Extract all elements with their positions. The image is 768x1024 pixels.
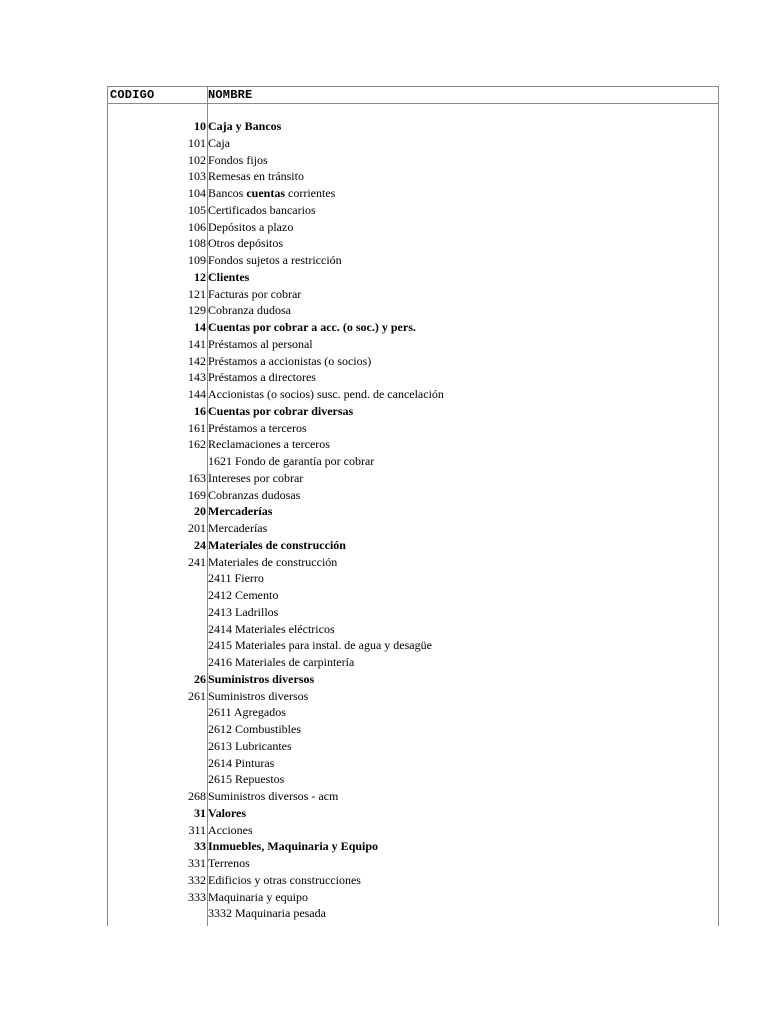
- account-name: Inmuebles, Maquinaria y Equipo: [208, 839, 379, 854]
- table-row: [108, 487, 718, 504]
- account-group-row: [108, 269, 718, 286]
- account-name: Remesas en tránsito: [208, 169, 304, 184]
- account-name: Reclamaciones a terceros: [208, 437, 330, 452]
- table-row: [108, 771, 718, 788]
- account-name: Certificados bancarios: [208, 202, 316, 217]
- account-name: Mercaderías: [208, 504, 273, 519]
- table-row: [108, 202, 718, 219]
- account-code: 141: [188, 336, 206, 351]
- account-name: Préstamos a terceros: [208, 420, 307, 435]
- account-name: Fondos fijos: [208, 152, 268, 167]
- table-row: [108, 704, 718, 721]
- account-code: 104: [188, 186, 206, 200]
- account-name: Facturas por cobrar: [208, 286, 302, 301]
- account-name: Préstamos a accionistas (o socios): [208, 353, 372, 368]
- table-row: [108, 470, 718, 487]
- table-row: [108, 168, 718, 185]
- account-name-emphasis: cuentas: [246, 186, 285, 200]
- table-row: [108, 219, 718, 236]
- account-code: 26: [194, 671, 206, 686]
- account-code: 162: [188, 437, 206, 452]
- account-name: Suministros diversos: [208, 671, 315, 686]
- table-row: [108, 369, 718, 386]
- table-row: [108, 252, 718, 269]
- account-name: Acciones: [208, 822, 253, 837]
- account-name-part: Bancos: [208, 186, 247, 200]
- table-row: [108, 621, 718, 638]
- account-name: 2611 Agregados: [208, 705, 286, 720]
- account-code: 106: [188, 219, 206, 234]
- header-codigo: CODIGO: [110, 88, 155, 102]
- account-code: 16: [194, 403, 206, 418]
- account-name: 2416 Materiales de carpintería: [208, 655, 355, 669]
- table-row: [108, 855, 718, 872]
- account-name: Intereses por cobrar: [208, 470, 304, 485]
- table-row: [108, 604, 718, 621]
- account-group-row: [108, 671, 718, 688]
- table-row: [108, 738, 718, 755]
- account-name: 1621 Fondo de garantía por cobrar: [208, 454, 375, 468]
- account-code: 143: [188, 370, 206, 385]
- table-row: [108, 353, 718, 370]
- table-row: [108, 721, 718, 738]
- account-name: Depósitos a plazo: [208, 219, 294, 234]
- account-name: Mercaderías: [208, 521, 268, 535]
- account-code: 142: [188, 353, 206, 368]
- table-row: [108, 520, 718, 537]
- account-name: [208, 185, 335, 201]
- account-code: 24: [194, 537, 206, 552]
- table-row: [108, 905, 718, 922]
- account-name: Terrenos: [208, 856, 250, 870]
- account-code: 109: [188, 253, 206, 267]
- table-row: [108, 336, 718, 353]
- account-name: 2413 Ladrillos: [208, 604, 279, 619]
- account-name: Cuentas por cobrar a acc. (o soc.) y pers.: [208, 320, 416, 334]
- account-name: 3332 Maquinaria pesada: [208, 906, 326, 921]
- account-code: 33: [194, 839, 206, 854]
- account-code: 31: [194, 805, 206, 820]
- account-group-row: [108, 503, 718, 520]
- table-row: [108, 420, 718, 437]
- table-row: [108, 637, 718, 654]
- account-code: 102: [188, 152, 206, 167]
- account-name: Caja: [208, 135, 230, 150]
- table-row: [108, 587, 718, 604]
- account-name: 2615 Repuestos: [208, 772, 285, 787]
- account-name: Valores: [208, 805, 247, 820]
- table-row: [108, 755, 718, 772]
- header-nombre: NOMBRE: [208, 88, 253, 102]
- table-row: [108, 453, 718, 470]
- table-row: [108, 788, 718, 805]
- account-name: Caja y Bancos: [208, 119, 282, 133]
- account-code: 311: [188, 822, 206, 837]
- account-code: 241: [188, 554, 206, 569]
- account-group-row: [108, 118, 718, 135]
- accounts-table: [107, 86, 719, 926]
- table-row: [108, 889, 718, 906]
- account-name: 2612 Combustibles: [208, 722, 302, 736]
- account-name: 2415 Materiales para instal. de agua y desagüe: [208, 638, 432, 653]
- account-name: Préstamos a directores: [208, 370, 316, 385]
- account-group-row: [108, 319, 718, 336]
- account-code: 268: [188, 789, 206, 803]
- account-code: 10: [194, 119, 206, 133]
- account-name: Fondos sujetos a restricción: [208, 253, 342, 267]
- account-code: 144: [188, 387, 206, 401]
- table-row: [108, 286, 718, 303]
- table-row: [108, 302, 718, 319]
- account-group-row: [108, 403, 718, 420]
- table-body: [108, 118, 718, 922]
- account-code: 101: [188, 135, 206, 150]
- table-row: [108, 135, 718, 152]
- account-name: Materiales de construcción: [208, 554, 338, 569]
- account-code: 108: [188, 236, 206, 251]
- account-code: 161: [188, 420, 206, 435]
- account-name: Suministros diversos: [208, 688, 309, 703]
- account-name: 2411 Fierro: [208, 571, 264, 586]
- account-code: 103: [188, 169, 206, 184]
- account-code: 14: [194, 320, 206, 334]
- account-group-row: [108, 838, 718, 855]
- table-row: [108, 570, 718, 587]
- account-code: 261: [188, 688, 206, 703]
- account-name: 2613 Lubricantes: [208, 738, 292, 753]
- table-row: [108, 872, 718, 889]
- table-row: [108, 436, 718, 453]
- table-row: [108, 185, 718, 202]
- account-name: Accionistas (o socios) susc. pend. de cancelación: [208, 387, 444, 401]
- account-name: Suministros diversos - acm: [208, 789, 339, 803]
- account-code: 333: [188, 889, 206, 904]
- account-name: Otros depósitos: [208, 236, 283, 251]
- account-code: 169: [188, 487, 206, 502]
- table-row: [108, 688, 718, 705]
- account-group-row: [108, 805, 718, 822]
- account-name: Préstamos al personal: [208, 336, 313, 351]
- account-name: 2614 Pinturas: [208, 755, 275, 770]
- table-row: [108, 152, 718, 169]
- account-code: 163: [188, 470, 206, 485]
- account-code: 332: [188, 872, 206, 887]
- table-row: [108, 235, 718, 252]
- account-code: 129: [188, 303, 206, 318]
- table-row: [108, 822, 718, 839]
- account-name: Cobranza dudosa: [208, 303, 291, 318]
- account-name-part: corrientes: [285, 186, 336, 200]
- account-code: 20: [194, 504, 206, 519]
- account-code: 331: [188, 856, 206, 870]
- account-name: Cuentas por cobrar diversas: [208, 403, 354, 418]
- table-row: [108, 554, 718, 571]
- account-name: Clientes: [208, 269, 250, 284]
- account-name: Materiales de construcción: [208, 537, 346, 552]
- account-code: 121: [188, 286, 206, 301]
- account-code: 12: [194, 269, 206, 284]
- account-group-row: [108, 537, 718, 554]
- account-code: 201: [188, 521, 206, 535]
- table-header: [108, 86, 718, 104]
- account-name: Maquinaria y equipo: [208, 889, 308, 904]
- table-row: [108, 386, 718, 403]
- account-name: 2414 Materiales eléctricos: [208, 621, 335, 636]
- account-name: Cobranzas dudosas: [208, 487, 301, 502]
- account-name: Edificios y otras construcciones: [208, 872, 361, 887]
- table-row: [108, 654, 718, 671]
- account-code: 105: [188, 202, 206, 217]
- account-name: 2412 Cemento: [208, 588, 279, 602]
